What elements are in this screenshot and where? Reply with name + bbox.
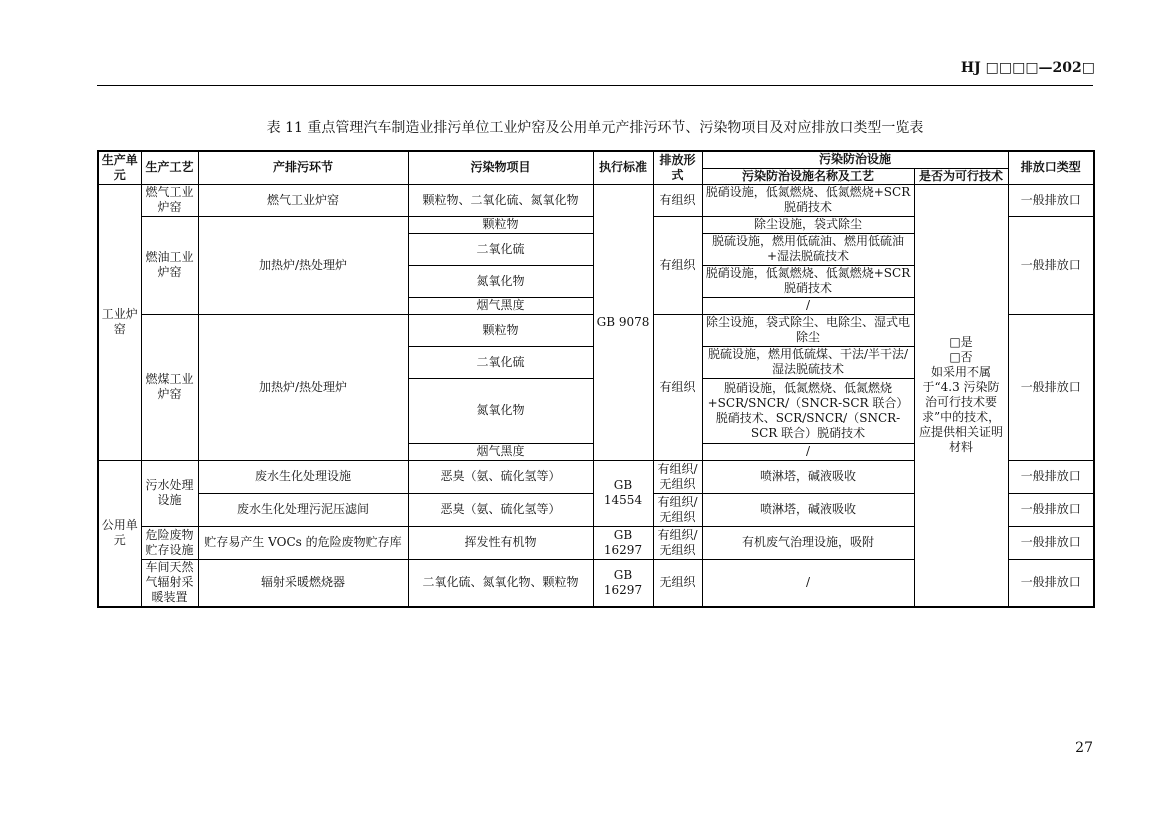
- facility-oil: /: [702, 297, 914, 314]
- link-sewage: 废水生化处理污泥压滤间: [198, 493, 408, 526]
- header-form: 排放形式: [653, 151, 702, 184]
- facility-coal: 除尘设施，袋式除尘、电除尘、湿式电除尘: [702, 314, 914, 346]
- pollutant-coal: 颗粒物: [408, 314, 593, 346]
- pollutant-sewage: 恶臭（氨、硫化氢等）: [408, 460, 593, 493]
- facility-hazard: 有机废气治理设施，吸附: [702, 526, 914, 559]
- process-hazard: 危险废物贮存设施: [141, 526, 198, 559]
- outlet-gas: 一般排放口: [1008, 184, 1094, 216]
- pollutant-heater: 二氧化硫、氮氧化物、颗粒物: [408, 559, 593, 607]
- facility-sewage: 喷淋塔，碱液吸收: [702, 493, 914, 526]
- header-standard: 执行标准: [593, 151, 653, 184]
- pollutant-oil: 氮氧化物: [408, 265, 593, 297]
- header-unit: 生产单元: [98, 151, 141, 184]
- header-facility-group: 污染防治设施: [702, 151, 1008, 168]
- link-oil: 加热炉/热处理炉: [198, 216, 408, 314]
- pollutant-oil: 二氧化硫: [408, 233, 593, 265]
- facility-heater: /: [702, 559, 914, 607]
- pollutant-coal: 二氧化硫: [408, 346, 593, 378]
- pollutant-hazard: 挥发性有机物: [408, 526, 593, 559]
- process-heater: 车间天然气辐射采暖装置: [141, 559, 198, 607]
- form-heater: 无组织: [653, 559, 702, 607]
- table-caption: 表 11 重点管理汽车制造业排污单位工业炉窑及公用单元产排污环节、污染物项目及对应排放口类型一览表: [266, 120, 924, 136]
- checkbox-no[interactable]: □否: [949, 350, 973, 365]
- header-pollutant: 污染物项目: [408, 151, 593, 184]
- form-sewage: 有组织/无组织: [653, 460, 702, 493]
- feasible-cell: [914, 184, 1008, 607]
- form-sewage: 有组织/无组织: [653, 493, 702, 526]
- process-oil: 燃油工业炉窑: [141, 216, 198, 314]
- standard-heater: GB 16297: [593, 559, 653, 607]
- pollutant-coal: 氮氧化物: [408, 378, 593, 443]
- link-sewage: 废水生化处理设施: [198, 460, 408, 493]
- outlet-sewage: 一般排放口: [1008, 493, 1094, 526]
- page-number: 27: [1075, 740, 1093, 756]
- form-hazard: 有组织/无组织: [653, 526, 702, 559]
- standard-kiln: GB 9078: [593, 184, 653, 460]
- facility-oil: 脱硝设施，低氮燃烧、低氮燃烧+SCR脱硝技术: [702, 265, 914, 297]
- form-oil: 有组织: [653, 216, 702, 314]
- link-heater: 辐射采暖燃烧器: [198, 559, 408, 607]
- form-gas: 有组织: [653, 184, 702, 216]
- outlet-oil: 一般排放口: [1008, 216, 1094, 314]
- pollutant-gas: 颗粒物、二氧化硫、氮氧化物: [408, 184, 593, 216]
- process-sewage: 污水处理设施: [141, 460, 198, 526]
- pollutant-oil: 颗粒物: [408, 216, 593, 233]
- feasible-note: 如采用不属于“4.3 污染防治可行技术要求”中的技术，应提供相关证明材料: [919, 365, 1004, 455]
- header-rule: [97, 85, 1093, 86]
- header-process: 生产工艺: [141, 151, 198, 184]
- facility-coal: /: [702, 443, 914, 460]
- header-feasible: 是否为可行技术: [914, 168, 1008, 184]
- standard-hazard: GB 16297: [593, 526, 653, 559]
- facility-coal: 脱硝设施，低氮燃烧、低氮燃烧+SCR/SNCR/（SNCR-SCR 联合）脱硝技术、SCR/SNCR/（SNCR-SCR 联合）脱硝技术: [702, 378, 914, 443]
- process-coal: 燃煤工业炉窑: [141, 314, 198, 460]
- outlet-heater: 一般排放口: [1008, 559, 1094, 607]
- unit-public: 公用单元: [98, 460, 141, 607]
- facility-oil: 除尘设施，袋式除尘: [702, 216, 914, 233]
- pollutant-oil: 烟气黑度: [408, 297, 593, 314]
- header-link: 产排污环节: [198, 151, 408, 184]
- outlet-coal: 一般排放口: [1008, 314, 1094, 460]
- outlet-sewage: 一般排放口: [1008, 460, 1094, 493]
- document-id: HJ □□□□—202□: [960, 60, 1095, 76]
- link-gas: 燃气工业炉窑: [198, 184, 408, 216]
- pollutant-sewage: 恶臭（氨、硫化氢等）: [408, 493, 593, 526]
- facility-oil: 脱硫设施，燃用低硫油、燃用低硫油+湿法脱硫技术: [702, 233, 914, 265]
- standard-sewage: GB 14554: [593, 460, 653, 526]
- header-facility-name: 污染防治设施名称及工艺: [702, 168, 914, 184]
- link-coal: 加热炉/热处理炉: [198, 314, 408, 460]
- header-outlet: 排放口类型: [1008, 151, 1094, 184]
- process-gas: 燃气工业炉窑: [141, 184, 198, 216]
- pollutant-coal: 烟气黑度: [408, 443, 593, 460]
- facility-gas: 脱硝设施，低氮燃烧、低氮燃烧+SCR脱硝技术: [702, 184, 914, 216]
- link-hazard: 贮存易产生 VOCs 的危险废物贮存库: [198, 526, 408, 559]
- facility-coal: 脱硫设施，燃用低硫煤、干法/半干法/湿法脱硫技术: [702, 346, 914, 378]
- facility-sewage: 喷淋塔，碱液吸收: [702, 460, 914, 493]
- checkbox-yes[interactable]: □是: [949, 335, 973, 350]
- outlet-hazard: 一般排放口: [1008, 526, 1094, 559]
- form-coal: 有组织: [653, 314, 702, 460]
- unit-kiln: 工业炉窑: [98, 184, 141, 460]
- pollution-table: [97, 150, 1095, 608]
